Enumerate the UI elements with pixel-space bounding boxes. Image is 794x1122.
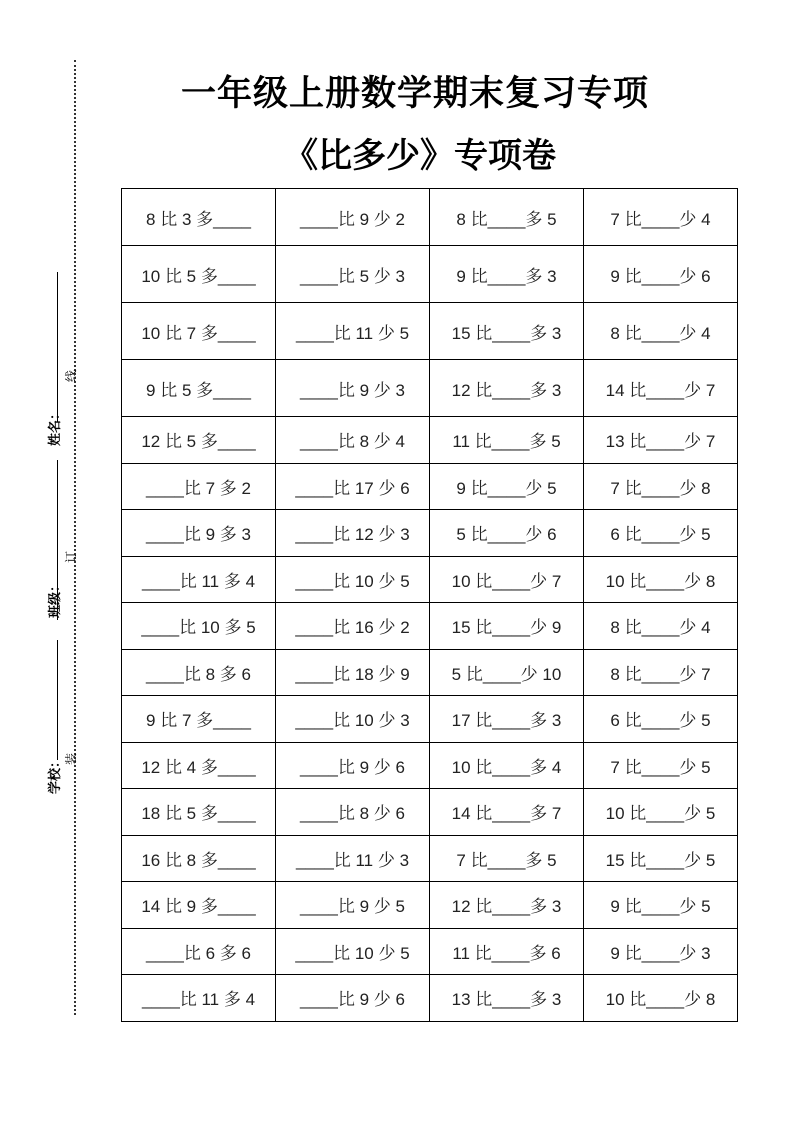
exercise-cell: ____比 8 多 6 [122, 649, 276, 696]
exercise-cell: ____比 6 多 6 [122, 928, 276, 975]
exercise-cell: 7 比____少 8 [584, 463, 738, 510]
exercise-cell: 18 比 5 多____ [122, 789, 276, 836]
exercise-cell: 8 比 3 多____ [122, 189, 276, 246]
exercise-row [122, 303, 738, 360]
exercise-cell: 10 比____少 7 [430, 556, 584, 603]
exercise-cell: ____比 18 少 9 [276, 649, 430, 696]
page-subtitle: 《比多少》专项卷 [284, 136, 556, 176]
exercise-cell: ____比 11 少 5 [276, 303, 430, 360]
exercise-cell: 16 比 8 多____ [122, 835, 276, 882]
exercise-cell: ____比 9 少 2 [276, 189, 430, 246]
exercise-cell: 15 比____多 3 [430, 303, 584, 360]
exercise-row [122, 463, 738, 510]
exercise-cell: 5 比____少 6 [430, 510, 584, 557]
page-title: 一年级上册数学期末复习专项 [180, 74, 649, 114]
exercise-cell: 8 比____少 4 [584, 603, 738, 650]
exercise-cell: 6 比____少 5 [584, 696, 738, 743]
exercise-row [122, 835, 738, 882]
exercise-row [122, 882, 738, 929]
exercise-cell: ____比 17 少 6 [276, 463, 430, 510]
exercise-cell: 11 比____多 5 [430, 417, 584, 464]
exercise-cell: ____比 10 少 5 [276, 556, 430, 603]
exercise-cell: ____比 9 少 5 [276, 882, 430, 929]
exercise-cell: 7 比____多 5 [430, 835, 584, 882]
exercise-row [122, 696, 738, 743]
exercise-cell: 11 比____多 6 [430, 928, 584, 975]
exercise-cell: 8 比____少 7 [584, 649, 738, 696]
name-label: 姓名： [48, 406, 63, 446]
exercise-cell: 10 比 5 多____ [122, 246, 276, 303]
exercise-cell: ____比 8 少 6 [276, 789, 430, 836]
exercise-cell: 9 比____少 5 [430, 463, 584, 510]
exercise-cell: 7 比____少 5 [584, 742, 738, 789]
exercise-cell: 12 比 5 多____ [122, 417, 276, 464]
exercise-cell: ____比 11 少 3 [276, 835, 430, 882]
class-label: 班级： [48, 578, 63, 618]
exercise-cell: 13 比____少 7 [584, 417, 738, 464]
exercise-cell: 12 比____多 3 [430, 882, 584, 929]
exercise-row [122, 649, 738, 696]
exercise-cell: ____比 11 多 4 [122, 975, 276, 1022]
binding-mark-zhuang: 装 [64, 752, 78, 765]
exercise-row [122, 360, 738, 417]
exercise-row [122, 189, 738, 246]
exercise-cell: ____比 11 多 4 [122, 556, 276, 603]
binding-dotted-line [74, 60, 76, 1015]
exercise-cell: ____比 16 少 2 [276, 603, 430, 650]
exercise-cell: 9 比____少 3 [584, 928, 738, 975]
exercise-cell: ____比 8 少 4 [276, 417, 430, 464]
exercise-cell: 8 比____多 5 [430, 189, 584, 246]
exercise-cell: 5 比____少 10 [430, 649, 584, 696]
name-underline [57, 272, 58, 422]
exercise-cell: 9 比 5 多____ [122, 360, 276, 417]
exercise-cell: 10 比____多 4 [430, 742, 584, 789]
exercise-cell: 15 比____少 9 [430, 603, 584, 650]
exercise-cell: 10 比____少 8 [584, 556, 738, 603]
exercise-cell: ____比 9 多 3 [122, 510, 276, 557]
binding-mark-line: 线 [64, 369, 78, 382]
exercise-cell: 9 比 7 多____ [122, 696, 276, 743]
exercise-row [122, 510, 738, 557]
school-label: 学校： [48, 754, 63, 794]
exercise-cell: 13 比____多 3 [430, 975, 584, 1022]
exercise-cell: ____比 10 少 5 [276, 928, 430, 975]
exercise-cell: ____比 9 少 6 [276, 975, 430, 1022]
exercise-row [122, 417, 738, 464]
exercise-row [122, 556, 738, 603]
exercise-cell: 7 比____少 4 [584, 189, 738, 246]
exercise-cell: ____比 7 多 2 [122, 463, 276, 510]
exercise-cell: 17 比____多 3 [430, 696, 584, 743]
exercise-row [122, 789, 738, 836]
exercise-row [122, 603, 738, 650]
exercise-cell: 10 比____少 5 [584, 789, 738, 836]
exercise-cell: ____比 9 少 6 [276, 742, 430, 789]
exercise-cell: ____比 10 多 5 [122, 603, 276, 650]
exercise-cell: ____比 5 少 3 [276, 246, 430, 303]
exercise-cell: 14 比 9 多____ [122, 882, 276, 929]
exercise-row [122, 246, 738, 303]
exercise-cell: ____比 12 少 3 [276, 510, 430, 557]
exercise-cell: 15 比____少 5 [584, 835, 738, 882]
exercise-cell: 10 比 7 多____ [122, 303, 276, 360]
exercise-row [122, 928, 738, 975]
exercise-cell: 12 比____多 3 [430, 360, 584, 417]
exercise-cell: 12 比 4 多____ [122, 742, 276, 789]
exercise-cell: 9 比____多 3 [430, 246, 584, 303]
exercise-row [122, 975, 738, 1022]
binding-mark-ding: 订 [64, 550, 78, 563]
exercise-cell: 6 比____少 5 [584, 510, 738, 557]
exercise-cell: 9 比____少 5 [584, 882, 738, 929]
exercise-cell: 14 比____少 7 [584, 360, 738, 417]
exercise-row [122, 742, 738, 789]
exercise-cell: ____比 9 少 3 [276, 360, 430, 417]
exercise-table [121, 188, 738, 1022]
school-underline [57, 640, 58, 760]
exercise-cell: 9 比____少 6 [584, 246, 738, 303]
exercise-cell: 10 比____少 8 [584, 975, 738, 1022]
exercise-cell: ____比 10 少 3 [276, 696, 430, 743]
exercise-cell: 14 比____多 7 [430, 789, 584, 836]
exercise-cell: 8 比____少 4 [584, 303, 738, 360]
